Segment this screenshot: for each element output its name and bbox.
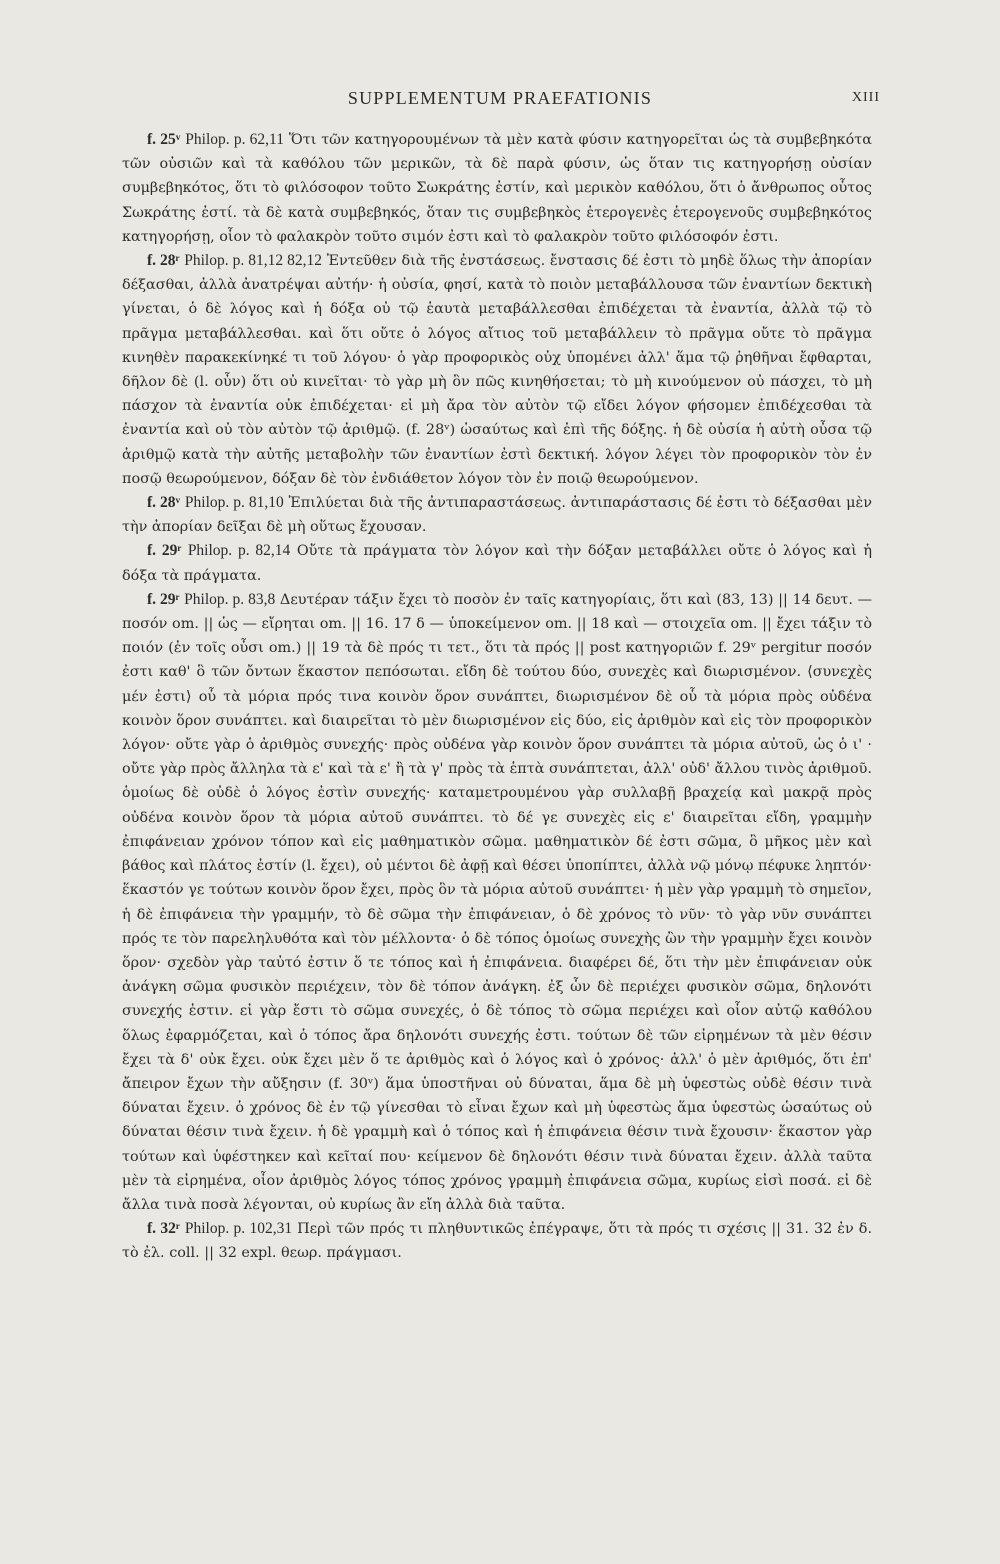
folio-label: f. 29ʳ xyxy=(147,542,182,560)
folio-label: f. 29ʳ xyxy=(147,590,180,608)
folio-label: f. 25ᵛ xyxy=(147,131,181,148)
reference: Philop. p. 81,12 82,12 xyxy=(184,252,322,270)
reference: Philop. p. 83,8 xyxy=(184,590,276,608)
entry-text: Ἐπιλύεται διὰ τῆς ἀντιπαραστάσεως. ἀντιπαράστασις δέ ἐστι τὸ δέξασθαι μὲν τὴν ἀπορίαν δεῖξαι δὲ μὴ οὕτως ἔχουσαν. xyxy=(122,495,872,536)
entry-f29r-a xyxy=(122,539,872,587)
entry-text: Ἐντεῦθεν διὰ τῆς ἐνστάσεως. ἔνστασις δέ ἐστι τὸ μηδὲ ὅλως τὴν ἀπορίαν δέξασθαι, ἀλλὰ ἀνατρέψαι αὐτήν· ἡ οὐσία, φησί, κατὰ τὸ ποιὸν μεταβάλλουσα τῶν ἐναντίων δεκτικὴ γίνεται, ὁ δὲ λόγος καὶ ἡ δόξα οὐ τῷ ἑαυτὰ μεταβάλλεσθαι ἐπιδέχεται τὰ ἐναντία, ἀλλὰ τῷ τὸ πρᾶγμα μεταβάλλεσθαι. καὶ ὅτι οὔτε ὁ λόγος αἴτιος τοῦ μεταβάλλειν τὸ πρᾶγμα οὔτε τὸ πρᾶγμα κινηθὲν παρακεκίνηκέ τι τοῦ λόγου· ὁ γὰρ προφορικὸς οὐχ ὑπομένει ἀλλ' ἅμα τῷ ῥηθῆναι ἔφθαρται, δῆλον δὲ (l. οὖν) ὅτι οὐ κινεῖται· τὸ γὰρ μὴ ὂν πῶς κινηθήσεται; τὸ μὴ κινούμενον οὐ πάσχει, τὸ μὴ πάσχον τὰ ἐναντία οὐκ ἐπιδέχεται· εἰ μὴ ἄρα τὸν αὐτὸν τῷ εἴδει λόγον φήσομεν ἐπιδέχεσθαι τὰ ἐναντία καὶ οὐ τὸν αὐτὸν τῷ ἀριθμῷ. (f. 28ᵛ) ὡσαύτως καὶ ἐπὶ τῆς δόξης. ἡ δὲ οὐσία ἡ αὐτὴ οὖσα τῷ ἀριθμῷ κατὰ τὴν αὐτῆς μεταβολὴν τῶν ἐναντίων ἐστὶ δεκτική. λόγον λέγει τὸν προφορικὸν τὸν ἐν ποσῷ θεωρούμενον, δόξαν δὲ τὸν ἐνδιάθετον λόγον τὸν ἐν ποιῷ θεωρούμενον. xyxy=(122,253,872,487)
entry-text: Δευτέραν τάξιν ἔχει τὸ ποσὸν ἐν ταῖς κατηγορίαις, ὅτι καὶ (83, 13) || 14 δευτ. — ποσόν om. || ὡς — εἴρηται om. || 16. 17 δ — ὑποκείμενον om. || 18 καὶ — στοιχεῖα om. || ἔχει τάξιν τὸ ποιόν (ἐν τοῖς οὖσι om.) || 19 τὰ δὲ πρός τι τετ., ὅτι τὰ πρός || post κατηγοριῶν f. 29ᵛ pergitur ποσόν ἐστι καθ' ὃ τῶν ὄντων ἕκαστον πεπόσωται. εἴδη δὲ τούτου δύο, συνεχὲς καὶ διωρισμένον. ⟨συνεχὲς μέν ἐστι⟩ οὗ τὰ μόρια πρός τινα κοινὸν ὅρον συνάπτει, διωρισμένον δὲ οὗ τὰ μόρια πρὸς οὐδένα κοινὸν ὅρον συνάπτει. καὶ διαιρεῖται τὸ μὲν διωρισμένον εἰς δύο, εἰς ἀριθμὸν καὶ εἰς τὸν προφορικὸν λόγον· οὔτε γὰρ ὁ ἀριθμὸς συνεχής· πρὸς οὐδένα γὰρ κοινὸν ὅρον συνάπτει τὰ μόρια αὐτοῦ, ὡς ὁ ι' · οὔτε γὰρ πρὸς ἄλληλα τὰ ε' καὶ τὰ ε' ἢ τὰ γ' πρὸς τὰ ἑπτὰ συνάπτεται, ἀλλ' οὐδ' ἄλλου τινὸς ἀριθμοῦ. ὁμοίως δὲ οὐδὲ ὁ λόγος ἐστὶν συνεχής· καταμετρουμένου γὰρ συλλαβῇ βραχείᾳ καὶ μακρᾷ πρὸς οὐδένα κοινὸν ὅρον τὰ μόρια αὐτοῦ συνάπτει. τὸ δέ γε συνεχὲς εἰς ε' διαιρεῖται εἴδη, γραμμὴν ἐπιφάνειαν χρόνον τόπον καὶ εἰς μαθηματικὸν σῶμα. μαθηματικὸν δέ ἐστι σῶμα, ὃ μῆκος μὲν καὶ βάθος καὶ πλάτος ἐστίν (l. ἔχει), οὐ μέντοι δὲ ἀφῇ καὶ θέσει ὑποπίπτει, ἀλλὰ νῷ μόνῳ πέφυκε ληπτόν· ἕκαστόν γε τούτων κοινὸν ὅρον ἔχει, πρὸς ὃν τὰ μόρια αὐτοῦ συνάπτει· ἡ μὲν γὰρ γραμμὴ τὸ σημεῖον, ἡ δὲ ἐπιφάνεια τὴν γραμμήν, τὸ δὲ σῶμα τὴν ἐπιφάνειαν, ὁ δὲ χρόνος τὸ νῦν· τὸ γὰρ νῦν συνάπτει πρός τε τὸν παρεληλυθότα καὶ τὸν μέλλοντα· ὁ δὲ τόπος ὁμοίως συνεχὴς ὢν τὴν γραμμὴν ἔχει κοινὸν ὅρον· σχεδὸν γὰρ ταὐτό ἐστιν ὅ τε τόπος καὶ ἡ ἐπιφάνεια. διαφέρει δέ, ὅτι τὴν μὲν ἐπιφάνειαν οὐκ ἀνάγκη σῶμα φυσικὸν περιέχειν, τὸν δὲ τόπον ἀνάγκη. ἐξ ὧν δὲ περιέχει φυσικὸν σῶμα, δηλονότι συνεχής ἐστιν. εἰ γὰρ ἔστι τὸ σῶμα συνεχές, ὁ δὲ τόπος τὸ σῶμα περιέχει καὶ οἷον αὐτῷ καθόλου ὅλως ἐφαρμόζεται, καὶ ὁ τόπος ἄρα δηλονότι συνεχής ἐστι. τούτων δὲ τῶν εἰρημένων τὰ μὲν θέσιν ἔχει τὰ δ' οὐκ ἔχει. οὐκ ἔχει μὲν ὅ τε ἀριθμὸς καὶ ὁ λόγος καὶ ὁ χρόνος· ἀλλ' ὁ μὲν ἀριθμός, ὅτι ἐπ' ἄπειρον ἔχων τὴν αὔξησιν (f. 30ᵛ) ἅμα ὑποστῆναι οὐ δύναται, ἅμα δὲ μὴ ὑφεστὼς οὐδὲ θέσιν τινὰ δύναται ἔχειν. ὁ χρόνος δὲ ἐν τῷ γίνεσθαι τὸ εἶναι ἔχων καὶ μὴ ὑφεστὼς ἅμα ὑφεστὼς ὡσαύτως οὐ δύναται θέσιν τινὰ ἔχειν. ἡ δὲ γραμμὴ καὶ ὁ τόπος καὶ ἡ ἐπιφάνεια θέσιν τινὰ ἔχουσιν· ἕκαστον γὰρ τούτων καὶ ὑφέστηκεν καὶ κεῖταί που· κείμενον δὲ δηλονότι θέσιν τινὰ δύναται ἔχειν. ἀλλὰ ταῦτα μὲν τὰ εἰρημένα, οἷον ἀριθμὸς λόγος τόπος χρόνος γραμμὴ ἐπιφάνεια σῶμα, κυρίως εἰσὶ ποσά. εἰ δὲ ἄλλα τινὰ ποσὰ λέγονται, οὐ κυρίως ἂν εἴη ἀλλὰ διὰ ταῦτα. xyxy=(122,591,872,1213)
entry-f28r xyxy=(122,249,872,491)
reference: Philop. p. 81,10 xyxy=(184,494,284,512)
entry-f32r xyxy=(122,1217,872,1265)
page-header xyxy=(120,88,880,114)
entry-f25v xyxy=(122,128,872,249)
folio-label: f. 28ᵛ xyxy=(147,494,181,512)
reference: Philop. p. 102,31 xyxy=(184,1220,293,1238)
entry-text: Ὅτι τῶν κατηγορουμένων τὰ μὲν κατὰ φύσιν κατηγορεῖται ὡς τὰ συμβεβηκότα τῶν οὐσιῶν καὶ τὰ καθόλου τῶν μερικῶν, τὰ δὲ παρὰ φύσιν, ὡς ὅταν τις κατηγορήσῃ οὐσίαν συμβεβηκότος, ὅτι τὸ φιλόσοφον τοῦτο Σωκράτης ἐστίν, καὶ μερικὸν καθόλου, ὅτι ὁ ἄνθρωπος οὗτος Σωκράτης ἐστί. τὰ δὲ κατὰ συμβεβηκός, ὅταν τις συμβεβηκὸς ἑτερογενὲς ἑτερογενοῦς συμβεβηκότος κατηγορήσῃ, οἷον τὸ φαλακρὸν τοῦτο σιμόν ἐστι καὶ τὸ φαλακρὸν τοῦτο φιλόσοφόν ἐστι. xyxy=(122,132,872,245)
reference: Philop. p. 62,11 xyxy=(185,131,284,148)
entry-text: Περὶ τῶν πρός τι πληθυντικῶς ἐπέγραψε, ὅτι τὰ πρός τι σχέσις || 31. 32 ἐν δ. τὸ ἐλ. coll. || 32 expl. θεωρ. πράγμασι. xyxy=(122,1221,873,1262)
entry-text: Οὔτε τὰ πράγματα τὸν λόγον καὶ τὴν δόξαν μεταβάλλει οὔτε ὁ λόγος καὶ ἡ δόξα τὰ πράγματα. xyxy=(122,543,873,584)
page-number: XIII xyxy=(851,90,880,105)
text-body xyxy=(122,128,872,1266)
reference: Philop. p. 82,14 xyxy=(187,542,291,560)
running-title: SUPPLEMENTUM PRAEFATIONIS xyxy=(347,88,653,108)
entry-f29r-b xyxy=(122,588,872,1217)
entry-f28v xyxy=(122,491,872,539)
folio-label: f. 28ʳ xyxy=(147,252,180,270)
folio-label: f. 32ʳ xyxy=(147,1220,180,1238)
